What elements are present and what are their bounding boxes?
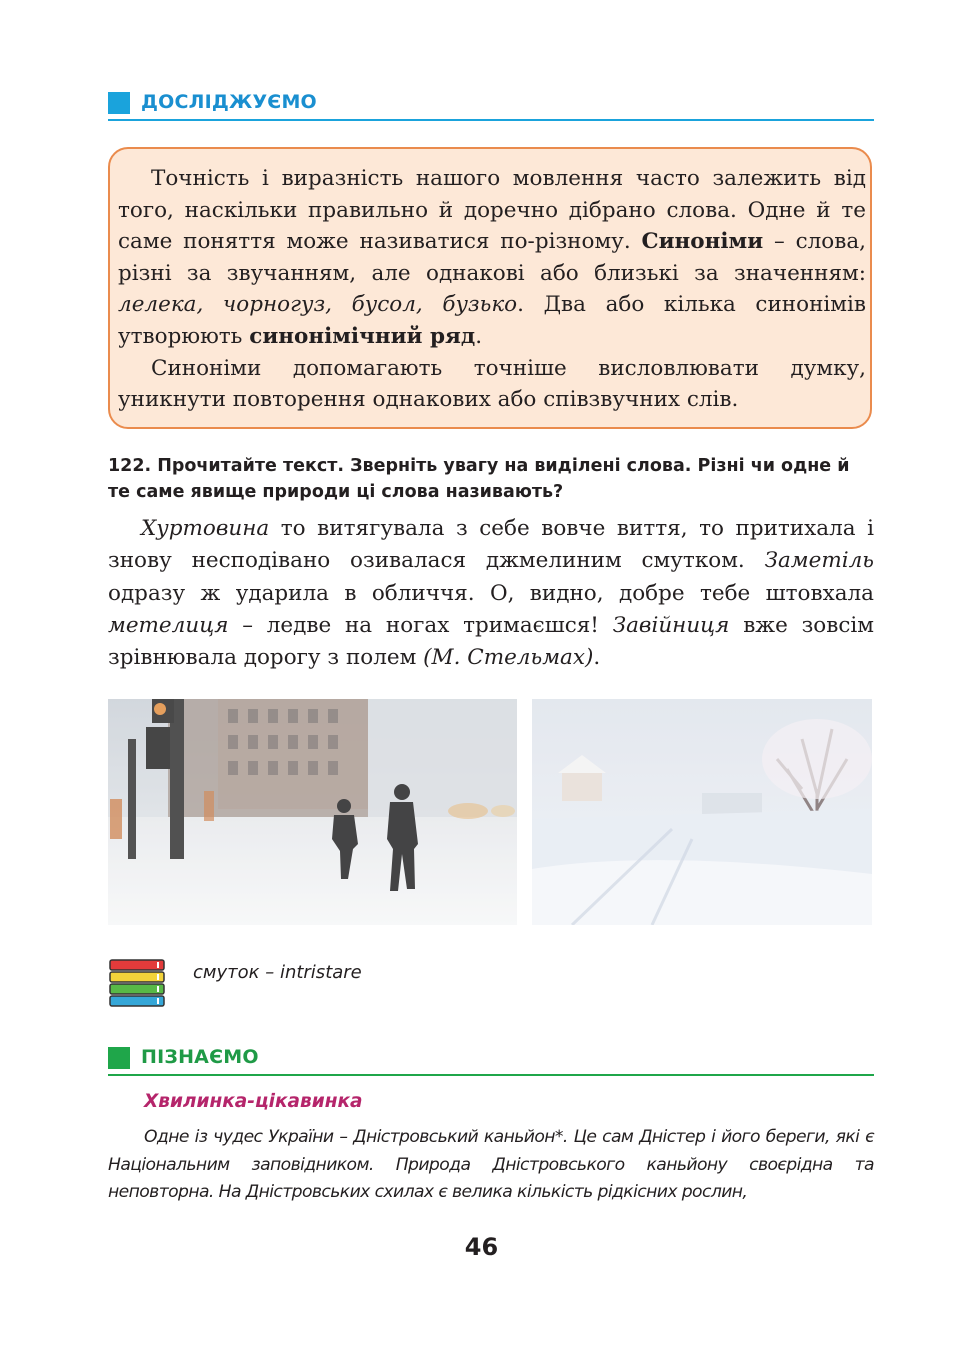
rule-box	[108, 147, 872, 429]
rule-text-part: – слова, різні за звучанням, але однакові або близькі за значенням:	[118, 229, 866, 286]
passage-text: вже зовсім зрівнювала дорогу з полем	[108, 612, 874, 671]
fun-fact-text: Одне із чудес України – Дністровський каньйон*. Це сам Дністер і його береги, які є Національним заповідником. Природа Дністровського каньйону своєрідна та неповторна. На Дністровських схилах є велика кількість рідкісних рослин,	[108, 1127, 874, 1202]
vocabulary-translation: смуток – intristare	[193, 962, 362, 983]
rule-examples: лелека, чорногуз, бусол, бузько	[118, 292, 518, 318]
section-marker-square	[108, 1047, 130, 1069]
rule-paragraph-2: Синоніми допомагають точніше висловлювати думку, уникнути повторення однакових або співзвучних слів.	[118, 355, 866, 413]
section-header-learn	[108, 1044, 874, 1070]
section-underline	[108, 1074, 874, 1076]
passage-text: то витягувала з себе вовче виття, то притихала і знову несподівано озивалася джмелиним смутком.	[108, 516, 874, 574]
passage-text: – ледве на ногах тримаєшся!	[228, 612, 613, 638]
rule-term-synonyms: Синоніми	[641, 229, 764, 255]
highlighted-word: метелиця	[108, 612, 229, 638]
section-header-explore	[108, 89, 874, 115]
highlighted-word: Завійниця	[612, 612, 730, 638]
section-underline	[108, 119, 874, 121]
task-number: 122.	[108, 456, 152, 476]
rule-text-part: .	[475, 323, 483, 349]
rule-text-part: . Два або кілька синонімів утворюють	[118, 292, 866, 349]
reading-passage	[108, 513, 874, 674]
rule-paragraph-1	[118, 163, 866, 353]
section-title-explore: ДОСЛІДЖУЄМО	[141, 91, 317, 113]
books-icon	[108, 958, 168, 1010]
rule-term-synonym-row: синонімічний ряд	[249, 323, 476, 349]
highlighted-word: Хуртовина	[141, 516, 270, 541]
passage-text: .	[593, 645, 601, 671]
rule-text	[118, 163, 866, 416]
task-122	[108, 453, 874, 505]
passage-text: одразу ж ударила в обличчя. О, видно, добре тебе штовхала	[108, 580, 874, 606]
page-number: 46	[464, 1233, 499, 1261]
highlighted-word: Заметіль	[764, 548, 874, 574]
passage-source: (М. Стельмах)	[423, 645, 594, 671]
photo-city-blizzard	[108, 699, 517, 925]
rule-text-part: Точність і виразність нашого мовлення часто залежить від того, наскільки правильно й доречно дібрано слова. Одне й те саме поняття може називатися по-різному.	[118, 166, 866, 255]
section-title-learn: ПІЗНАЄМО	[141, 1046, 259, 1068]
photo-snowy-street	[532, 699, 872, 925]
fun-fact-title: Хвилинка-цікавинка	[144, 1091, 363, 1112]
section-marker-square	[108, 92, 130, 114]
task-text: Прочитайте текст. Зверніть увагу на виділені слова. Різні чи одне й те саме явище природи ці слова називають?	[108, 456, 850, 502]
